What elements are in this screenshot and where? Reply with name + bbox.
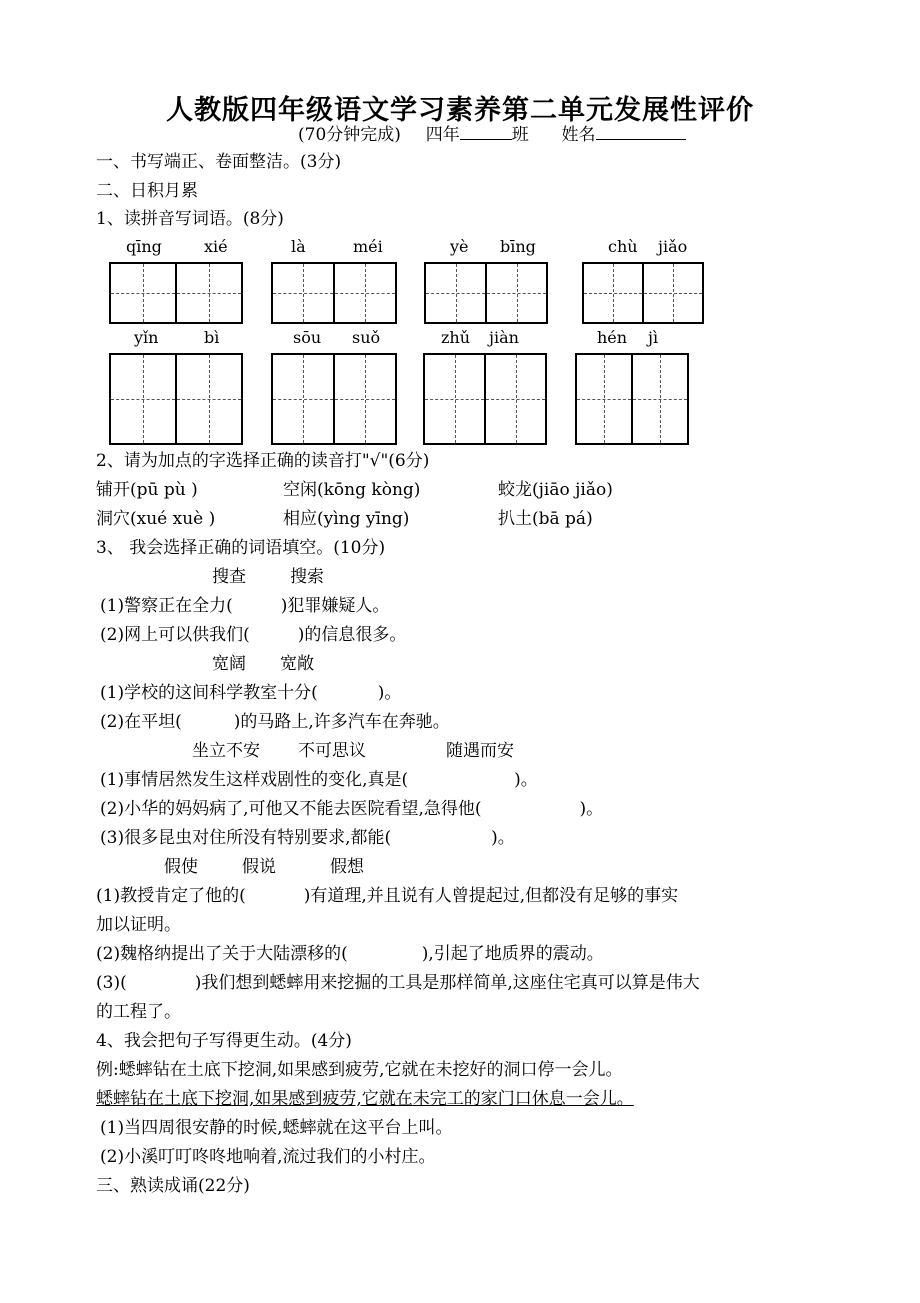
grid-cell[interactable] xyxy=(425,355,484,443)
writing-grid[interactable] xyxy=(109,262,243,324)
section-1: 一、书写端正、卷面整洁。(3分) xyxy=(96,152,342,172)
fill-sentence xyxy=(100,827,515,849)
grid-cell[interactable] xyxy=(175,355,241,443)
sentence-part: (2)魏格纳提出了关于大陆漂移的( xyxy=(96,944,348,964)
grid-cell[interactable] xyxy=(426,264,485,322)
reading-options[interactable]: (pū pù ) xyxy=(130,480,198,500)
sentence-part: (2)在平坦( xyxy=(100,712,182,732)
pinyin: yǐn xyxy=(134,328,159,347)
writing-grid[interactable] xyxy=(582,262,704,324)
grid-cell[interactable] xyxy=(111,264,175,322)
page-title: 人教版四年级语文学习素养第二单元发展性评价 xyxy=(166,95,754,126)
sentence-part: (2)小华的妈妈病了,可他又不能去医院看望,急得他( xyxy=(100,799,482,819)
pinyin: qīng xyxy=(126,237,162,256)
fill-sentence xyxy=(96,885,678,907)
class-label: 班 xyxy=(511,125,529,145)
sentence-part: (3)很多昆虫对住所没有特别要求,都能( xyxy=(100,828,392,848)
sentence-continuation: 加以证明。 xyxy=(96,915,181,935)
pinyin: yè xyxy=(450,237,469,256)
fill-sentence xyxy=(100,798,603,820)
pinyin: zhǔ xyxy=(441,328,471,347)
sentence-part: )的马路上,许多汽车在奔驰。 xyxy=(233,712,450,732)
reading-item[interactable] xyxy=(498,479,613,501)
rewrite-sentence: (2)小溪叮叮咚咚地响着,流过我们的小村庄。 xyxy=(100,1147,436,1167)
word-choice: 宽敞 xyxy=(280,654,314,674)
pinyin: bì xyxy=(204,328,220,347)
example-sentence: 例:蟋蟀钻在土底下挖洞,如果感到疲劳,它就在未挖好的洞口停一会儿。 xyxy=(96,1060,623,1080)
grid-cell[interactable] xyxy=(333,355,395,443)
time-limit: (70分钟完成) xyxy=(298,125,401,145)
grid-cell[interactable] xyxy=(333,264,395,322)
fill-sentence xyxy=(100,682,401,704)
reading-item[interactable] xyxy=(498,508,593,530)
sentence-part: )。 xyxy=(514,770,538,790)
sentence-part: )。 xyxy=(491,828,515,848)
grid-cell[interactable] xyxy=(485,264,546,322)
writing-grid[interactable] xyxy=(271,353,397,445)
rewrite-sentence: (1)当四周很安静的时候,蟋蟀就在这平台上叫。 xyxy=(100,1118,453,1138)
grade-label: 四年 xyxy=(425,125,460,145)
writing-grid[interactable] xyxy=(109,353,243,445)
pinyin: bīng xyxy=(500,237,536,256)
example-answer: 蟋蟀钻在土底下挖洞,如果感到疲劳,它就在未完工的家门口休息一会儿。 xyxy=(96,1089,634,1109)
word-choice: 不可思议 xyxy=(298,741,366,761)
reading-word: 空闲 xyxy=(283,480,317,500)
question-2: 2、请为加点的字选择正确的读音打"√"(6分) xyxy=(96,451,430,471)
pinyin: jiǎo xyxy=(658,237,688,256)
pinyin: chù xyxy=(608,237,638,256)
word-choice: 假想 xyxy=(330,857,364,877)
pinyin: jì xyxy=(648,328,659,347)
reading-options[interactable]: (yìng yīng) xyxy=(317,509,410,529)
question-3: 3、 我会选择正确的词语填空。(10分) xyxy=(96,538,386,558)
reading-item[interactable] xyxy=(283,508,409,530)
sentence-part: )。 xyxy=(579,799,604,819)
grid-cell[interactable] xyxy=(642,264,702,322)
grid-cell[interactable] xyxy=(631,355,687,443)
fill-sentence xyxy=(100,595,389,617)
sentence-part: (2)网上可以供我们( xyxy=(100,625,250,645)
word-choice: 假说 xyxy=(242,857,276,877)
reading-options[interactable]: (xué xuè ) xyxy=(130,509,216,529)
grid-cell[interactable] xyxy=(484,355,545,443)
grid-cell[interactable] xyxy=(577,355,631,443)
sentence-part: (1)学校的这间科学教室十分( xyxy=(100,683,318,703)
name-label: 姓名 xyxy=(561,125,596,145)
writing-grid[interactable] xyxy=(271,262,397,324)
grid-cell[interactable] xyxy=(111,355,175,443)
sentence-part: (1)警察正在全力( xyxy=(100,596,233,616)
sentence-part: (1)教授肯定了他的( xyxy=(96,886,246,906)
grid-cell[interactable] xyxy=(273,264,333,322)
writing-grid[interactable] xyxy=(424,262,548,324)
writing-grid[interactable] xyxy=(423,353,547,445)
class-blank[interactable] xyxy=(460,139,512,140)
word-choice: 随遇而安 xyxy=(446,741,514,761)
reading-item[interactable] xyxy=(283,479,420,501)
writing-grid[interactable] xyxy=(575,353,689,445)
word-choice: 搜索 xyxy=(290,567,324,587)
sentence-part: )我们想到蟋蟀用来挖掘的工具是那样简单,这座住宅真可以算是伟大 xyxy=(194,973,700,993)
reading-word: 相应 xyxy=(283,509,317,529)
pinyin: hén xyxy=(597,328,628,347)
sentence-part: )犯罪嫌疑人。 xyxy=(280,596,390,616)
word-choice: 搜查 xyxy=(212,567,246,587)
sentence-part: )的信息很多。 xyxy=(297,625,407,645)
pinyin: jiàn xyxy=(489,328,519,347)
reading-word: 蛟龙 xyxy=(498,480,532,500)
pinyin: suǒ xyxy=(352,328,381,347)
reading-options[interactable]: (kōng kòng) xyxy=(317,480,421,500)
sentence-part: )。 xyxy=(377,683,402,703)
reading-word: 铺开 xyxy=(96,480,130,500)
section-2: 二、日积月累 xyxy=(96,181,198,201)
pinyin: là xyxy=(291,237,306,256)
fill-sentence xyxy=(100,769,538,791)
question-4: 4、我会把句子写得更生动。(4分) xyxy=(96,1031,352,1051)
reading-options[interactable]: (bā pá) xyxy=(532,509,593,529)
sentence-part: )有道理,并且说有人曾提起过,但都没有足够的事实 xyxy=(303,886,679,906)
sentence-part: (1)事情居然发生这样戏剧性的变化,真是( xyxy=(100,770,409,790)
word-choice: 假使 xyxy=(164,857,198,877)
pinyin: méi xyxy=(353,237,383,256)
grid-cell[interactable] xyxy=(273,355,333,443)
reading-item[interactable] xyxy=(96,508,215,530)
name-blank[interactable] xyxy=(596,139,686,140)
question-1: 1、读拼音写词语。(8分) xyxy=(96,209,284,229)
fill-sentence xyxy=(100,711,450,733)
reading-word: 扒土 xyxy=(498,509,532,529)
sentence-part: ),引起了地质界的震动。 xyxy=(421,944,604,964)
reading-word: 洞穴 xyxy=(96,509,130,529)
reading-options[interactable]: (jiāo jiǎo) xyxy=(532,480,613,500)
fill-sentence xyxy=(100,624,406,646)
sentence-continuation: 的工程了。 xyxy=(96,1002,181,1022)
grid-cell[interactable] xyxy=(584,264,642,322)
word-choice: 宽阔 xyxy=(212,654,246,674)
grid-cell[interactable] xyxy=(175,264,241,322)
sentence-part: (3)( xyxy=(96,973,127,993)
section-3: 三、熟读成诵(22分) xyxy=(96,1176,250,1196)
pinyin: xié xyxy=(204,237,228,256)
word-choice: 坐立不安 xyxy=(192,741,260,761)
pinyin: sōu xyxy=(293,328,322,347)
reading-item[interactable] xyxy=(96,479,198,501)
fill-sentence xyxy=(96,943,604,965)
fill-sentence xyxy=(96,972,700,994)
subtitle xyxy=(298,124,686,146)
